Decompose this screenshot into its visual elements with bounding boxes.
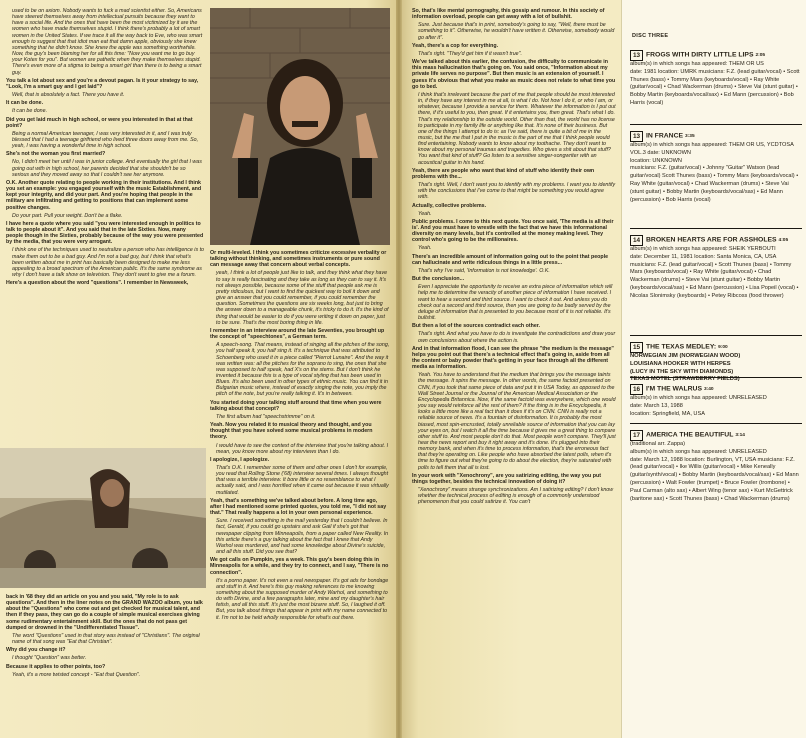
track-title: I'M THE WALRUS — [646, 385, 702, 393]
interview-answer: It can be done. — [12, 108, 48, 115]
track-credit-line: TEXAS MOTEL (STRAWBERRY FIELDS) — [630, 376, 740, 383]
portrait-photo-art — [210, 8, 390, 245]
interview-question: I apologize, I apologize. — [210, 456, 270, 463]
track-header — [630, 50, 800, 61]
interview-question: Or multi-leveled. I think you sometimes criticize excessive verbality or talking without thinking, and sometimes instruments or pure sound can message away that concern about verbal concepts. — [210, 250, 387, 269]
interview-answer: Sure. Just because that's in print, somebody's going to say, "Well, there must be something to it". Otherwise, he wouldn't have written it. Otherwise, somebody would go after it". — [418, 22, 615, 41]
car-photo — [0, 448, 206, 588]
interview-question: I remember in an interview around the late Seventies, you brought up the concept of "speechtones", a German term. — [210, 327, 385, 341]
interview-question: Here's a question about the word "questions". I remember in Newsweek, — [6, 280, 189, 287]
interview-answer: "Xenochrony" means strange synchronizations. Am I satirizing editing? I don't know whether the technical process of editing is enough of a commonly understood phenomenon that you could satirize it. You can't — [418, 487, 614, 506]
credits-panel — [621, 0, 806, 738]
interview-question: Yeah, there are people who want that kind of stuff who identify their own problems with the... — [412, 167, 595, 180]
interview-answer: Being a normal American teenager, I was very interested in it, and I was truly blessed that I had a teenage girlfriend who lived three doors away from me. So, yeah, I was having a wonderful time in high school. — [12, 130, 199, 150]
interview-question: You talk a lot about sex and you're a devout pagan. Is it your strategy to say, "Look, I'm a smart guy and I get laid"? — [6, 77, 199, 90]
track-entry — [630, 430, 800, 503]
track-title: FROGS WITH DIRTY LITTLE LIPS — [646, 51, 754, 59]
left-column-1-text — [6, 8, 204, 444]
track-credit-line: NORWEGIAN JIM (NORWEGIAN WOOD) — [630, 353, 741, 359]
interview-answer: That's right. Well, I don't want you to identify with my problems. I want you to identify with the conclusions that I've come to that might be something you would agree with. — [418, 182, 616, 201]
track-separator — [630, 423, 802, 424]
interview-answer: No, I didn't meet her until I was in junior college. And eventually the girl that I was going out with in high school, her parents decided that she shouldn't be so serious and they moved away so that I couldn't see her anymore. — [12, 159, 202, 178]
interview-question: In your work with "Xenochrony", are you satirizing editing, the way you put things together, besides the technical innovation of doing it? — [412, 472, 601, 485]
interview-answer: The word "Questions" used in that story was instead of "Christians". The original name of that song was "Eat that Christian". — [12, 632, 200, 646]
interview-question: Yeah, that's something we've talked about before. A long time ago, after I had mentioned some printed quotes, you told me, "I did not say that." That really happens a lot in your own personal experience. — [210, 497, 387, 517]
interview-question: Why did you change it? — [6, 647, 66, 654]
track-credit-line: album(s) in which songs has appeared: UNRELEASED — [630, 395, 767, 401]
track-number: 17 — [630, 430, 643, 441]
track-credit-line: LOUISIANA HOOKER WITH HERPES — [630, 360, 731, 367]
track-duration: 3:35 — [685, 133, 695, 139]
track-header — [630, 131, 800, 142]
track-credit-line: album(s) in which songs has appeared: SHEIK YERBOUTI — [630, 246, 776, 252]
interview-question: We've talked about this earlier, the confusion, the difficulty to communicate in this mass hallucination that's going on. You said once, "Information about my private life serves no purpose". But then music is an extension of yourself. I guess it's obvious that what you make as music does not relate to what time you go to bed. — [412, 59, 616, 90]
interview-question: I have here a quote where you said "you were interested enough in politics to talk to people about it". And you said that in the late Sixties. Now, many people though in the Sixties, probably because of the way you were presented by the media, that you were very arrogant. — [6, 220, 204, 246]
track-credit-line: album(s) in which songs has appeared: UNRELEASED — [630, 448, 767, 455]
interview-answer: I think one of the techniques used to neutralize a person who has intelligence is to make them out to be a bad guy. And I'm not a bad guy, but I think that what's been written about me in print has basically been designed to make me less appealing to a broad spectrum of the American public. It's the same syndrome as why I don't have a talk show on television. They don't want to give me a forum. — [12, 247, 204, 279]
interview-question: Public problems. I come to this next quote. You once said, 'The media is all their is'. And you must have to wrestle with the fact that we have this informational diversity on many levels, but it's controlled at the money making level. They control who's going to be the millionaires. — [412, 218, 614, 244]
interview-answer: It's a porno paper. It's not even a real newspaper. It's got ads for bondage and stuff in it. And here's this guy making references to me knowing something about the supposed murder of Andy Warhol, and something to do with Divine, and a few paragraphs later, mine and my daughter's hair fetish, and all this stuff. It's just the most bizarre stuff. So, I laughed it off. But, you talk about things that appear in print with my name connected to it. I'm not to be held wholly responsible for what's out there. — [216, 577, 389, 621]
track-title: BROKEN HEARTS ARE FOR ASSHOLES — [646, 236, 777, 244]
track-separator — [630, 228, 802, 229]
track-title: AMERICA THE BEAUTIFUL — [646, 431, 734, 439]
interview-answer: A speech-song. That means, instead of singing all the pitches of the song, you half speak it, you half sing it. It's a technique that was attributed to Schoenberg who used it in a piece called "Pierrot Lunaire". And the way it was written was: all the pitches for the soprano to sing, the ones that she was supposed to half speak, had X's on the stems. But I don't think he invented it because this is a type of vocal styling that has been used in Blues. It's also been used in other types of ethnic music. You can find it in Bulgarian music where, instead of exactly singing the note, you imply the pitch of the note, but you're really talking it. It's in between. — [216, 342, 390, 398]
interview-question: O.K. Another quote relating to people working in their institutions. And I think you set an example: you engaged yourself with the music Establishment, and kept your integrity, and did your part. And you're hoping that people in the military are infiltrating and getting to positions that can implement some positive changes. — [6, 179, 202, 211]
track-duration: 9:00 — [718, 344, 728, 350]
interview-answer: That's why I've said, 'Information is not knowledge'. O.K. — [418, 267, 550, 274]
interview-question: And in that information flood, I can see the phrase "the medium is the message" helps you point out that there's a technical effect that's going in, aside from all the content or baby powder that's getting in your face through all the different media as information. — [412, 345, 614, 371]
track-credit-line: date: March 13, 1988 — [630, 402, 683, 409]
track-duration: 3:14 — [735, 432, 745, 438]
disc-label: DISC THREE — [632, 33, 669, 39]
track-credit-line: date: 1981 location: UMRK musicians: F.Z. (lead guitar/vocal) • Scott Thunes (bass) • Tommy Mars (keyboards/vocal) • Ray White (guitar/vocal) • Chad Wackerman (drums) • Steve Vai (stunt guitar) • Bobby Martin (keyboards/vocal/sax) • Ed Mann (percussion) • Bob Harris (vocal) — [630, 68, 800, 106]
interview-question: Yeah, there's a cop for everything. — [412, 42, 499, 49]
interview-question: Because it applies to other points, too? — [6, 663, 106, 670]
interview-answer: Yeah, it's a more twisted concept - "Eat that Question". — [12, 671, 141, 678]
track-credit-line: (traditional arr. Zappa) — [630, 441, 686, 447]
track-separator — [630, 335, 802, 336]
interview-answer: Sure. I received something in the mail yesterday that I couldn't believe. In fact, Gerald, if you could go upstairs and ask Gail if she's got that newspaper clipping from Minneapolis, from a paper called New Reality. In this article there's a guy talking about the fact that I knew that Andy Warhol was murdered, and had some knowledge about Divine's suicide, and all this stuff. Did you see that? — [216, 518, 389, 556]
interview-answer: yeah, I think a lot of people just like to talk, and they think what they have to say is really fascinating and they take as long as they can to say it. It's not always possible, because some of the stuff that people ask me is pretty ridiculous, but I want to find the quickest way to boil it down and give an answer that you could remember, if you could remember the question. Sometimes the questions are six weeks long, but just to bring the answer down to a manageable chunk, it's tricky to do it. It's the kind of thing that would be easier to do if you were writing it down on paper, just to be sure. That's the most boring thing in life. — [216, 270, 389, 326]
track-separator — [630, 377, 802, 378]
track-entry — [630, 131, 800, 204]
track-credit-line: (LUCY IN THE SKY WITH DIAMONDS) — [630, 368, 734, 375]
interview-answer: The first album had "speechstrimme" on it. — [216, 413, 316, 420]
left-column-1-bottom-text — [6, 594, 204, 734]
interview-answer: I think that's irrelevant because the part of me that people should be most interested in, if they have any interest in me at all, is what I do. Not how I do it, or who I am, or whatever, because I provide a service for them. Whatever the information is I put out there, if it's useful to you, then great. If it entertains you, then great. That's what I do. That's my relationship to the outside world. Other than that, the world has no license to participate in my family life or anything like that. It's none of their business. But one of the things I attempt to do is: as I've said, there is quite a bit of me in the music, but the me that I put in the music is the part of me that I think people would find entertaining. Nobody wants to know about my toothache. They don't want to know about my personal traumas and tragedies. Who gives a shit about that stuff? You want that kind of stuff? Go listen to a sensitive singer-songwriter with an acoustical guitar in his hand. — [418, 91, 616, 166]
track-credit-line: musicians: F.Z. (guitar/vocal) • Johnny "Guitar" Watson (lead guitar/vocal) Scott Thunes (bass) • Tommy Mars (keyboards/vocal) • Ray White (guitar/vocal) • Chad Wackerman (drums) • Steve Vai (stunt guitar) • Bobby Martin (keyboards/vocal/sax) • Ed Mann (percussion) • Bob Harris (vocal) — [630, 165, 799, 203]
track-header — [630, 430, 800, 441]
left-column-2-text — [210, 250, 390, 734]
track-title: THE TEXAS MEDLEY: — [646, 343, 717, 351]
track-title: IN FRANCE — [646, 132, 684, 140]
interview-question: She's not the woman you first married? — [6, 151, 106, 158]
car-photo-art — [0, 448, 206, 588]
portrait-photo — [210, 8, 390, 245]
track-number: 14 — [630, 235, 643, 246]
interview-question: We got calls on Pumpkin, yes a week. This guy's been doing this in Minneapolis for a while, and they try to connect, and I say, "There is no connection". — [210, 557, 389, 576]
interview-question: Yeah. Now you related it to musical theory and thought, and you thought that you have solved some musical problems in modern theory. — [210, 422, 373, 441]
interview-question: It can be done. — [6, 100, 44, 107]
interview-question: So, that's like mental pornography, this gossip and rumour. In this society of information overload, people can get away with a lot of bullshit. — [412, 8, 605, 21]
track-duration: 4:05 — [778, 237, 789, 243]
track-credit-line: location: UNKNOWN — [630, 157, 682, 164]
track-entry — [630, 235, 800, 301]
interview-question: But the conclusion... — [412, 276, 465, 283]
track-credit-line: date: March 12, 1988 location: Burlington, VT, USA musicians: F.Z. (lead guitar/vocal) • Ike Willis (guitar/vocal) • Mike Keneally (guitar/synth/vocal) • Bobby Martin (keyboards/vocal/sax) • Ed Mann (percussion) • Walt Fowler (trumpet) • Bruce Fowler (trombone) • Paul Carman (alto sax) • Albert Wing (tenor sax) • Kurt McGettrick (baritone sax) • Scott Thunes (bass) • Chad Wackerman (drums) — [630, 456, 799, 502]
page-gutter — [396, 0, 402, 738]
interview-answer: I thought "Question" was better. — [12, 655, 87, 662]
interview-question: back in '68 they did an article on you and you said, "My role is to ask questions". And then in the liner notes on the GRAND WAZOO album, you talk about the "Questions" who come out and get checked for musical talent, and then if they pass, they can go do a couple of simple musical exercises giving some rudimentary entertainment skill. But the ones that do not pass get dumped or drowned in the "Undifferentiated Tissue". — [6, 594, 203, 631]
interview-answer: Yeah. You have to understand that the medium that brings you the message taints the message. It spins the message. In other words, the same factoid presented on CNN, if you took that same piece of data and put it in USA Today, as opposed to the Wall Street Journal or the Journal of the American Medical Association or the Encyclopedia Britannica. Now, if the same factoid was everywhere, which one would you say would reinforce all the rest of them? If the thing is in the Encyclopedia, it looks a little more like a real fact than it does if it's on CNN. CNN is really not a reliable source of news. It's a fountain of disinformation. It is probably the most biased, most spin-encrusted, totally unreliable source of information that you can lay your eyes on, but I watch it all the time because it gives me a great thing to compare other stuff to. And most people don't do that. Most people won't compare. They'll just hear the news report and buy it right away and it's done. It's plugged into their memory bank, and when it's time to process information, that's the erroneous fact that they're operating on. Like people who have absorbed the latest polls, when it's time to figure out what they're going to do about the election, they're saturated with polls to tell them that all is lost. — [418, 372, 616, 471]
track-duration: 2:05 — [755, 52, 766, 58]
track-duration: 3:40 — [704, 386, 714, 392]
interview-question: But then a lot of the sources contradict each other. — [412, 323, 541, 330]
right-column-text — [412, 8, 616, 734]
interview-answer: Well, that is absolutely a fact. There you have it. — [12, 92, 125, 99]
track-separator — [630, 124, 802, 125]
interview-question: You started doing your talking stuff around that time when you were talking about that concept? — [210, 399, 382, 412]
interview-answer: Even I appreciate the opportunity to receive an extra piece of information which will help me to determine the veracity of another piece of information I have received. I want to hear a second and third source. I want to check it out. And unless you do check out a second and third source, then you are going to be badly served by the deluge of information that is presented to you because most of it is not reliable. It's bullshit. — [418, 284, 613, 322]
track-header — [630, 384, 800, 395]
interview-answer: That's right. "They'd get him if it wasn't true". — [418, 50, 522, 57]
track-credit-line: location: Springfield, MA, USA — [630, 410, 705, 417]
track-number: 15 — [630, 342, 643, 353]
track-header — [630, 235, 800, 246]
interview-answer: Yeah. — [418, 245, 432, 252]
track-entry — [630, 384, 800, 418]
track-credit-line: album(s) in which songs has appeared: THEM OR US, YCDTOSA VOL.3 date: UNKNOWN — [630, 142, 794, 156]
track-credit-line: album(s) in which songs has appeared: THEM OR US — [630, 61, 764, 67]
interview-answer: I would have to see the context of the interview that you're talking about. I mean, you know more about my interviews than I do. — [216, 442, 389, 455]
interview-answer: That's right. And what you have to do is investigate the contradictions and draw your own conclusions about where the action is. — [418, 331, 616, 344]
interview-answer: Yeah. — [418, 210, 432, 217]
track-number: 16 — [630, 384, 643, 395]
interview-question: There's an incredible amount of information going out to the point that people can hallucinate and write ridiculous things in a little press... — [412, 253, 609, 266]
track-header — [630, 342, 800, 353]
track-number: 13 — [630, 50, 643, 61]
interview-answer: That's O.K. I remember some of them and other ones I don't for example, you read that Rolling Stone ('68) interview several times. I always thought that was a terrible interview. It bore little or no resemblance to what I actually said, and I was horrified when it came out because it was virtually mutilated. — [216, 465, 389, 496]
interview-answer: Do your part. Pull your weight. Don't be a flake. — [12, 212, 123, 219]
track-credit-line: date: December 11, 1981 location: Santa Monica, CA, USA musicians: F.Z. (lead guitar/vocal) • Scott Thunes (bass) • Tommy Mars (keyboards/vocal) • Ray White (guitar/vocal) • Chad Wackerman (drums) • Steve Vai (stunt guitar) • Bobby Martin (keyboards/vocal/sax) • Ed Mann (percussion) • Lisa Popeil (vocal) • Nicolas Slonimsky (keyboards) • Petey Ribcoss (food thrower) — [630, 253, 799, 299]
track-number: 13 — [630, 131, 643, 142]
interview-answer: used to be on axiom. Nobody wants to fuck a mad scientist either. So, Americans have steered themselves away from intellectual pursuits because they want to have a social life. And the ones that have been the most victimized by it are the women who have made themselves stupid. I think there's probably a lot of smart women in the United States. If we trace it all the way back to Eve, who was smart enough to suggest that that idiot man eat that damn apple, obviously she knew something that he didn't know. She knew the apple was something worthwhile. Now, the guy's been blaming her for all this time: "Now you want me to go buy your Kotex for you". But women are pathetic when they make themselves stupid. There's even more of a stigma to being a smart girl than there is to being a smart guy. — [12, 8, 203, 76]
interview-question: Did you get laid much in high school, or were you interested in that at that point? — [6, 116, 193, 129]
track-entry — [630, 50, 800, 108]
interview-question: Actually, collective problems. — [412, 202, 487, 209]
